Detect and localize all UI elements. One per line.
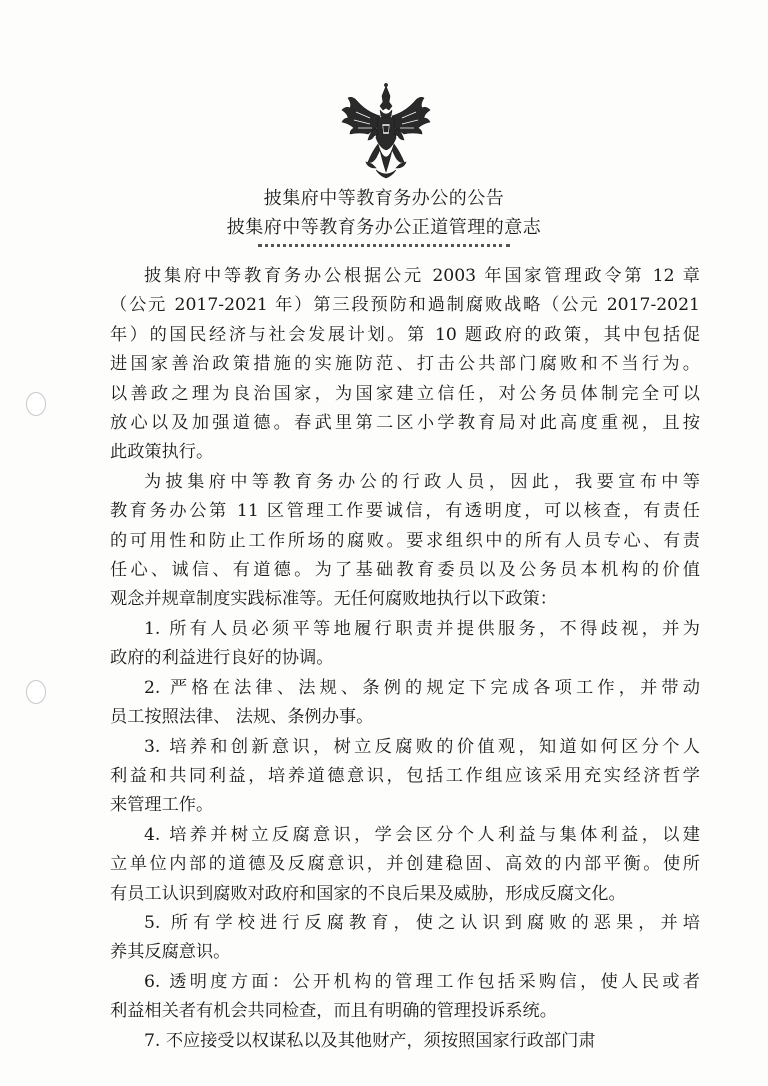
body-line: 披集府中等教育务办公根据公元 2003 年国家管理政令第 12 章 (144, 266, 700, 286)
policy-item-1: 1. 所有人员必须平等地履行职责并提供服务，不得歧视，并为 (144, 618, 700, 639)
punch-hole-lower (26, 680, 46, 704)
notice-title: 披集府中等教育务办公的公告 (263, 188, 505, 209)
policy-item-6: 6. 透明度方面：公开机构的管理工作包括采购信，使人民或者 (144, 971, 700, 992)
body-line: 利益和共同利益，培养道德意识，包括工作组应该采用充实经济哲学 (110, 765, 700, 786)
notice-body (110, 262, 700, 1056)
body-line: 观念并规章制度实践标准等。无任何腐败地执行以下政策： (110, 589, 557, 610)
policy-item-4: 4. 培养并树立反腐意识，学会区分个人利益与集体利益，以建 (144, 824, 700, 845)
policy-item-5: 5. 所有学校进行反腐教育，使之认识到腐败的恶果，并培 (144, 912, 700, 933)
body-line: 养其反腐意识。 (110, 942, 231, 963)
body-line: 的可用性和防止工作所场的腐败。要求组织中的所有人员专心、有责 (110, 530, 700, 551)
punch-hole-upper (26, 392, 46, 416)
body-line: 为披集府中等教育务办公的行政人员，因此，我要宣布中等 (144, 471, 700, 492)
notice-subtitle: 披集府中等教育务办公正道管理的意志 (226, 217, 542, 238)
body-line: 教育务办公第 11 区管理工作要诚信，有透明度，可以核查，有责任 (110, 501, 700, 522)
dotted-divider (258, 244, 510, 247)
body-line: 以善政之理为良治国家，为国家建立信任，对公务员体制完全可以 (110, 383, 700, 404)
body-line: 年）的国民经济与社会发展计划。第 10 题政府的政策，其中包括促 (110, 324, 700, 345)
policy-item-3: 3. 培养和创新意识，树立反腐败的价值观，知道如何区分个人 (144, 736, 700, 757)
policy-item-7: 7. 不应接受以权谋私以及其他财产，须按照国家行政部门肃 (144, 1030, 596, 1051)
body-line: 放心以及加强道德。春武里第二区小学教育局对此高度重视，且按 (110, 413, 700, 434)
body-line: 员工按照法律、 法规、条例办事。 (110, 707, 374, 728)
body-line: 利益相关者有机会共同检查，而且有明确的管理投诉系统。 (110, 1001, 557, 1022)
body-line: 进国家善治政策措施的实施防范、打击公共部门腐败和不当行为。 (110, 354, 700, 375)
body-line: 来管理工作。 (110, 795, 214, 816)
garuda-emblem-icon (336, 82, 436, 182)
body-line: 此政策执行。 (110, 442, 214, 463)
body-line: 有员工认识到腐败对政府和国家的不良后果及威胁，形成反腐文化。 (110, 883, 626, 904)
body-line: 政府的利益进行良好的协调。 (110, 648, 334, 669)
body-line: （公元 2017-2021 年）第三段预防和過制腐败战略（公元 2017-2021 (110, 295, 700, 316)
body-line: 立单位内部的道德及反腐意识，并创建稳固、高效的内部平衡。使所 (110, 854, 700, 875)
policy-item-2: 2. 严格在法律、法规、条例的规定下完成各项工作，并带动 (144, 677, 700, 698)
body-line: 任心、诚信、有道德。为了基础教育委员以及公务员本机构的价值 (110, 560, 700, 581)
